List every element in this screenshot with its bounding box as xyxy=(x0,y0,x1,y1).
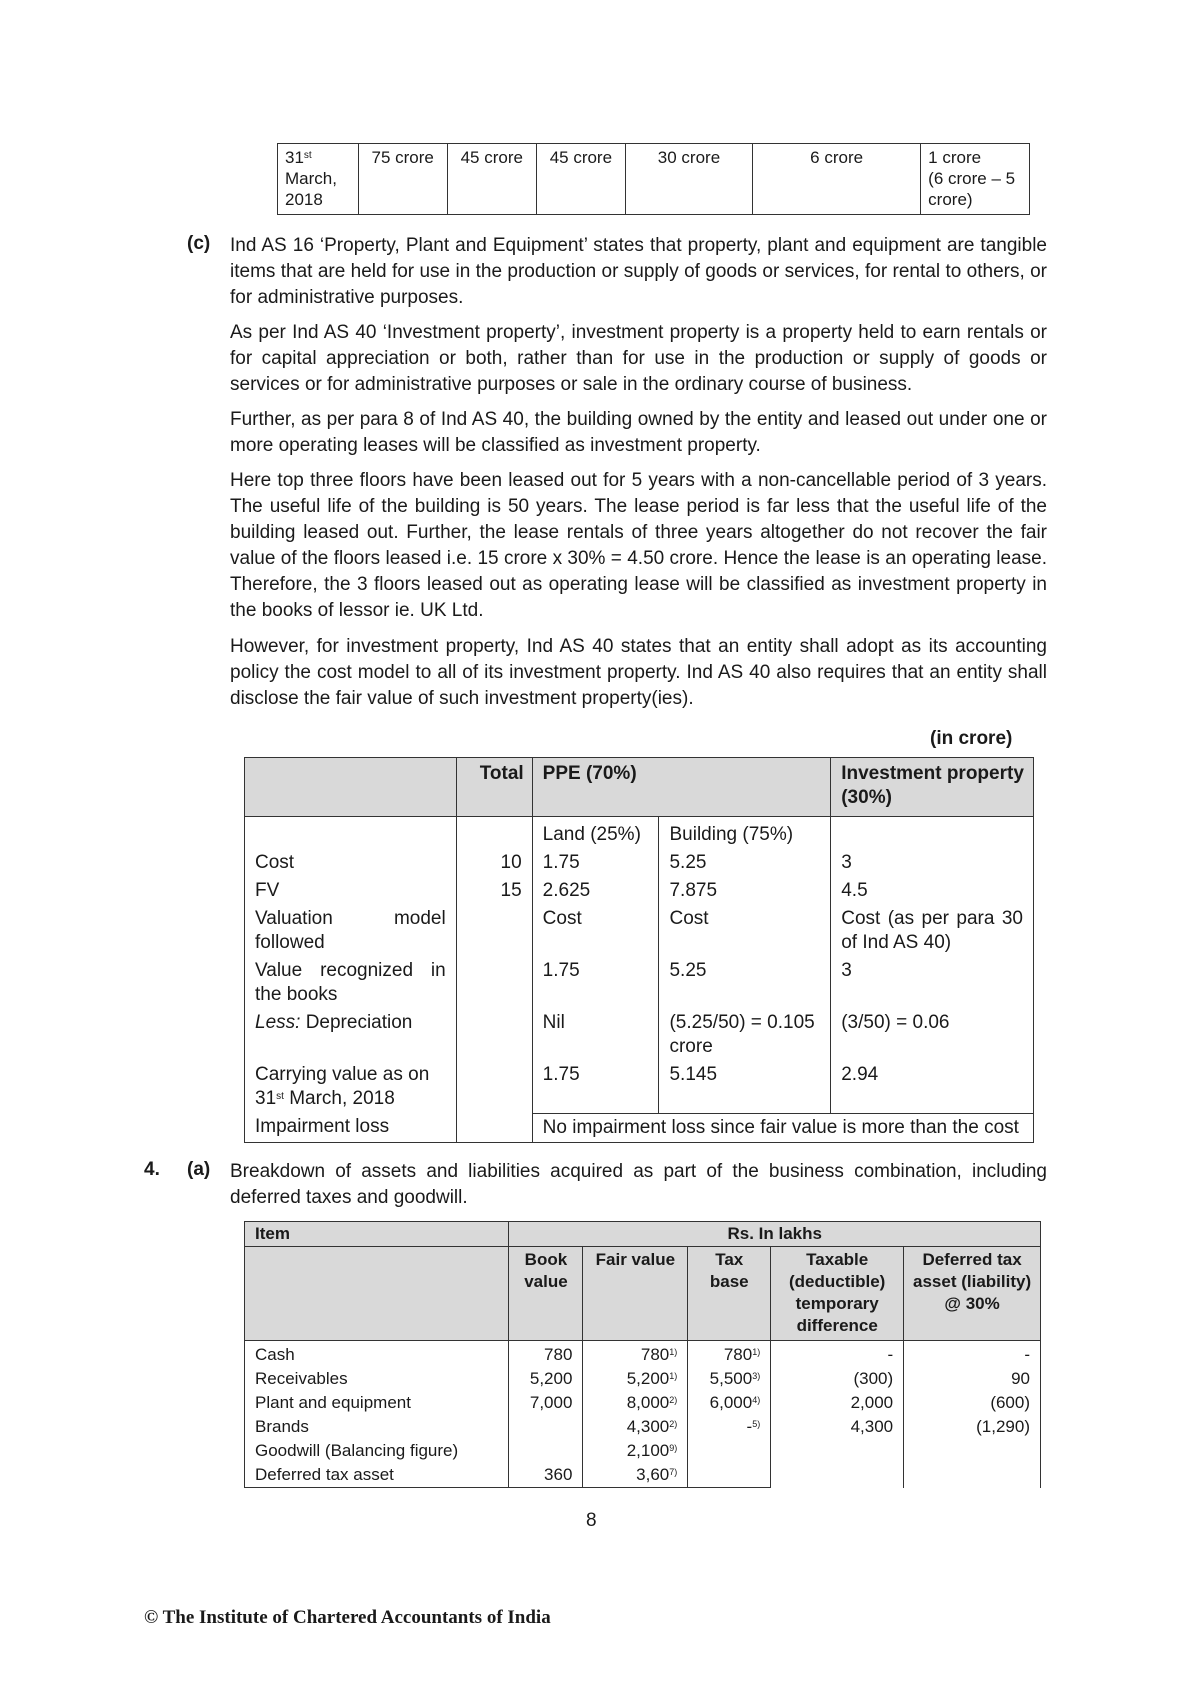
header-inv-line2: (30%) xyxy=(841,787,892,808)
cell-land: Nil xyxy=(532,1009,659,1061)
footnote-marker: 5) xyxy=(752,1419,761,1429)
cell-deferred-tax xyxy=(904,1463,1041,1488)
header-tax-base: Tax base xyxy=(688,1247,771,1341)
cell-temporary-difference xyxy=(771,1367,904,1391)
date-values-table xyxy=(277,143,1030,215)
cell-deferred-tax xyxy=(904,1391,1041,1415)
header-item: Item xyxy=(245,1222,509,1247)
cell-book-value xyxy=(509,1367,583,1391)
cell-land: 1.75 xyxy=(532,849,659,877)
value-cell-1: 75 crore xyxy=(358,144,447,215)
header-deferred-tax: Deferred tax asset (liability) @ 30% xyxy=(904,1247,1041,1341)
carrying-label-post: March, 2018 xyxy=(289,1088,395,1109)
carrying-label-sup: st xyxy=(276,1091,284,1102)
cell-value: 2,100 xyxy=(626,1441,670,1460)
v6-line2: (6 crore – 5 xyxy=(928,169,1016,188)
footnote-marker: 7) xyxy=(669,1467,678,1477)
cell-value: Goodwill (Balancing figure) xyxy=(255,1441,459,1460)
row-label: Value recognized in the books xyxy=(245,957,457,1009)
cell-value: Deferred tax asset xyxy=(255,1465,394,1484)
cell-value: 5,500 xyxy=(709,1369,753,1388)
date-cell xyxy=(278,144,359,215)
row-label: Cost xyxy=(245,849,457,877)
row-label xyxy=(245,1009,457,1061)
cell-value: 7,000 xyxy=(529,1393,573,1412)
footnote-marker: 1) xyxy=(669,1371,678,1381)
row-label xyxy=(245,1061,457,1113)
cell-fair-value xyxy=(583,1391,688,1415)
table-row xyxy=(245,957,1034,1009)
cell-value: 6,000 xyxy=(709,1393,753,1412)
row-label: FV xyxy=(245,877,457,905)
table-header-row xyxy=(245,1247,1041,1341)
cell-tax-base xyxy=(688,1341,771,1368)
cell-value: Brands xyxy=(255,1417,309,1436)
cell-tax-base xyxy=(688,1463,771,1488)
value-cell-6 xyxy=(921,144,1030,215)
cell-value: Receivables xyxy=(255,1369,348,1388)
cell-value: 4,300 xyxy=(850,1417,894,1436)
cell-value: (600) xyxy=(990,1393,1030,1412)
header-temporary-difference: Taxable (deductible) temporary difference xyxy=(771,1247,904,1341)
paragraph: Ind AS 16 ‘Property, Plant and Equipment’ states that property, plant and equipment are tangible items that are held for use in the production or supply of goods or services, for rental to others, or for administrative purposes. xyxy=(230,235,1047,308)
cell-investment: 2.94 xyxy=(831,1061,1034,1113)
header-ppe: PPE (70%) xyxy=(532,758,831,817)
cell-tax-base xyxy=(688,1367,771,1391)
cell-item xyxy=(245,1341,509,1368)
footnote-marker: 3) xyxy=(752,1371,761,1381)
paragraph: Breakdown of assets and liabilities acquired as part of the business combination, including deferred taxes and goodwill. xyxy=(230,1161,1047,1208)
table-row xyxy=(245,1391,1041,1415)
cell-land: 1.75 xyxy=(532,957,659,1009)
table-row xyxy=(245,817,1034,850)
cell-investment: 3 xyxy=(831,957,1034,1009)
cell-temporary-difference xyxy=(771,1341,904,1368)
cell-tax-base xyxy=(688,1391,771,1415)
cell-temporary-difference xyxy=(771,1415,904,1439)
cell-value: Cash xyxy=(255,1345,295,1364)
cell-value: (300) xyxy=(853,1369,894,1388)
cell-investment: 3 xyxy=(831,849,1034,877)
cell-book-value xyxy=(509,1463,583,1488)
section-c-label: (c) xyxy=(187,233,211,254)
cell-tax-base xyxy=(688,1439,771,1463)
cell-book-value xyxy=(509,1415,583,1439)
cell-total: 15 xyxy=(456,877,532,905)
cell-value: (1,290) xyxy=(976,1417,1030,1436)
cell-deferred-tax xyxy=(904,1367,1041,1391)
cell-total: 10 xyxy=(456,849,532,877)
subheader-land: Land (25%) xyxy=(532,817,659,850)
unit-note: (in crore) xyxy=(930,728,1013,749)
cell-building: 5.25 xyxy=(659,849,831,877)
footnote-marker: 4) xyxy=(752,1395,761,1405)
value-cell-2: 45 crore xyxy=(447,144,536,215)
value-cell-4: 30 crore xyxy=(625,144,752,215)
paragraph: Here top three floors have been leased out for 5 years with a non-cancellable period of 3 years. The useful life of the building is 50 years. The lease period is far less that the useful life of the building leased out. Further, the lease rentals of three years altogether do not recover the fair value of the floors leased i.e. 15 crore x 30% = 4.50 crore. Hence the lease is an operating lease. Therefore, the 3 floors leased out as operating lease will be classified as investment property in the books of lessor ie. UK Ltd. xyxy=(230,470,1047,621)
table-row xyxy=(245,849,1034,877)
table-row xyxy=(245,877,1034,905)
impairment-text: No impairment loss since fair value is more than the cost xyxy=(532,1113,1033,1142)
table-header-row xyxy=(245,1222,1041,1247)
cell-value: Plant and equipment xyxy=(255,1393,411,1412)
value-cell-5: 6 crore xyxy=(753,144,921,215)
depreciation-label: Depreciation xyxy=(305,1012,413,1033)
cell-investment: (3/50) = 0.06 xyxy=(831,1009,1034,1061)
table-row xyxy=(245,1463,1041,1488)
paragraph: As per Ind AS 40 ‘Investment property’, investment property is a property held to earn rentals or for capital appreciation or both, rather than for use in the production or supply of goods or services or for administrative purposes or sale in the ordinary course of business. xyxy=(230,322,1047,395)
cell-building: 5.25 xyxy=(659,957,831,1009)
cell-book-value xyxy=(509,1439,583,1463)
cell-value: - xyxy=(746,1417,753,1436)
v6-line1: 1 crore xyxy=(928,148,982,167)
cell-fair-value xyxy=(583,1439,688,1463)
date-line3: 2018 xyxy=(285,190,323,209)
cell-value: 90 xyxy=(1011,1369,1030,1388)
ppe-investment-table xyxy=(244,757,1034,1143)
cell-value: 4,300 xyxy=(626,1417,670,1436)
deferred-tax-table xyxy=(244,1221,1041,1488)
v6-line3: crore) xyxy=(928,190,973,209)
cell-value: 780 xyxy=(723,1345,753,1364)
cell-fair-value xyxy=(583,1463,688,1488)
cell-item xyxy=(245,1439,509,1463)
table-row xyxy=(245,1341,1041,1368)
cell-book-value xyxy=(509,1391,583,1415)
header-total: Total xyxy=(456,758,532,817)
cell-fair-value xyxy=(583,1367,688,1391)
cell-building: Cost xyxy=(659,905,831,957)
table-row xyxy=(245,1061,1034,1113)
footer: © The Institute of Chartered Accountants of India xyxy=(144,1607,551,1628)
less-prefix: Less: xyxy=(255,1012,301,1033)
footnote-marker: 1) xyxy=(752,1347,761,1357)
header-fair-value: Fair value xyxy=(583,1247,688,1341)
cell-land: 1.75 xyxy=(532,1061,659,1113)
header-book-value: Book value xyxy=(509,1247,583,1341)
date-day: 31 xyxy=(285,148,304,167)
cell-value: 2,000 xyxy=(850,1393,894,1412)
cell-value: 5,200 xyxy=(529,1369,573,1388)
cell-value: 3,60 xyxy=(636,1465,670,1484)
date-line2: March, xyxy=(285,169,337,188)
paragraph: However, for investment property, Ind AS 40 states that an entity shall adopt as its accounting policy the cost model to all of its investment property. Ind AS 40 also requires that an entity shall disclose the fair value of such investment property(ies). xyxy=(230,636,1047,709)
cell-value: 8,000 xyxy=(626,1393,670,1412)
cell-value: - xyxy=(887,1345,894,1364)
cell-tax-base xyxy=(688,1415,771,1439)
cell-item xyxy=(245,1367,509,1391)
cell-item xyxy=(245,1463,509,1488)
cell-building: (5.25/50) = 0.105 crore xyxy=(659,1009,831,1061)
section-4a-label: (a) xyxy=(187,1159,211,1180)
header-rs-in-lakhs: Rs. In lakhs xyxy=(509,1222,1041,1247)
table-row xyxy=(245,1439,1041,1463)
cell-temporary-difference xyxy=(771,1463,904,1488)
cell-building: 7.875 xyxy=(659,877,831,905)
paragraph: Further, as per para 8 of Ind AS 40, the building owned by the entity and leased out under one or more operating leases will be classified as investment property. xyxy=(230,409,1047,456)
header-investment xyxy=(831,758,1034,817)
footnote-marker: 2) xyxy=(669,1419,678,1429)
carrying-label-pre: Carrying value as on xyxy=(255,1064,430,1085)
cell-fair-value xyxy=(583,1341,688,1368)
cell-temporary-difference xyxy=(771,1439,904,1463)
cell-value: 360 xyxy=(544,1465,573,1484)
question-number: 4. xyxy=(144,1159,160,1180)
cell-book-value xyxy=(509,1341,583,1368)
table-row xyxy=(245,1113,1034,1142)
cell-land: 2.625 xyxy=(532,877,659,905)
cell-value: 780 xyxy=(640,1345,670,1364)
footnote-marker: 9) xyxy=(669,1443,678,1453)
table-header-row xyxy=(245,758,1034,817)
cell-value: 5,200 xyxy=(626,1369,670,1388)
subheader-building: Building (75%) xyxy=(659,817,831,850)
row-label: Impairment loss xyxy=(245,1113,457,1142)
footnote-marker: 1) xyxy=(669,1347,678,1357)
cell-deferred-tax xyxy=(904,1341,1041,1368)
carrying-label-day: 31 xyxy=(255,1088,277,1109)
cell-deferred-tax xyxy=(904,1415,1041,1439)
table-row xyxy=(245,905,1034,957)
row-label: Valuation model followed xyxy=(245,905,457,957)
cell-temporary-difference xyxy=(771,1391,904,1415)
page-number: 8 xyxy=(586,1510,597,1531)
value-cell-3: 45 crore xyxy=(536,144,625,215)
cell-deferred-tax xyxy=(904,1439,1041,1463)
cell-value: - xyxy=(1024,1345,1030,1364)
table-row xyxy=(245,1367,1041,1391)
cell-investment: 4.5 xyxy=(831,877,1034,905)
table-row xyxy=(278,144,1030,215)
header-inv-line1: Investment property xyxy=(841,763,1024,784)
cell-fair-value xyxy=(583,1415,688,1439)
cell-item xyxy=(245,1415,509,1439)
date-sup: st xyxy=(303,150,312,161)
cell-land: Cost xyxy=(532,905,659,957)
cell-item xyxy=(245,1391,509,1415)
footnote-marker: 2) xyxy=(669,1395,678,1405)
table-row xyxy=(245,1009,1034,1061)
cell-value: 780 xyxy=(544,1345,573,1364)
table-row xyxy=(245,1415,1041,1439)
cell-investment: Cost (as per para 30 of Ind AS 40) xyxy=(831,905,1034,957)
cell-building: 5.145 xyxy=(659,1061,831,1113)
header-blank xyxy=(245,758,457,817)
